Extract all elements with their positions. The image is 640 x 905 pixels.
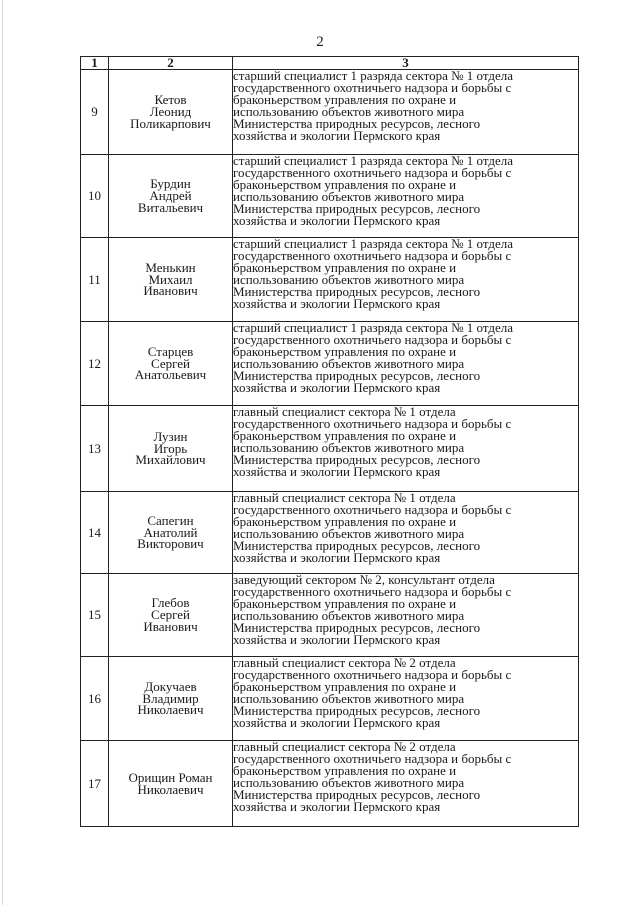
staff-table [80, 56, 579, 827]
position-line: Министерства природных ресурсов, лесного [233, 702, 481, 718]
employee-position [233, 238, 579, 322]
employee-name [109, 322, 233, 406]
position-line: государственного охотничьего надзора и борьбы с [233, 750, 512, 766]
row-number: 16 [81, 657, 109, 741]
employee-position [233, 574, 579, 657]
name-line: Сергей [151, 607, 190, 623]
employee-name [109, 741, 233, 827]
row-number: 15 [81, 574, 109, 657]
table-row [81, 741, 579, 827]
position-line: использованию объектов животного мира [233, 188, 465, 204]
position-line: браконьерством управления по охране и [233, 678, 457, 694]
position-line: государственного охотничьего надзора и борьбы с [233, 331, 512, 347]
position-line: государственного охотничьего надзора и борьбы с [233, 164, 512, 180]
name-line: Сапегин [147, 512, 194, 528]
name-line: Менькин [145, 259, 196, 275]
employee-position [233, 492, 579, 574]
employee-name [109, 155, 233, 238]
table-row [81, 657, 579, 741]
position-line: хозяйства и экологии Пермского края [233, 798, 441, 814]
position-line: старший специалист 1 разряда сектора № 1 отдела [233, 236, 514, 251]
position-line: браконьерством управления по охране и [233, 91, 457, 107]
position-line: государственного охотничьего надзора и борьбы с [233, 247, 512, 263]
position-line: хозяйства и экологии Пермского края [233, 714, 441, 730]
table-row [81, 406, 579, 492]
position-line: хозяйства и экологии Пермского края [233, 295, 441, 311]
name-line: Докучаев [144, 678, 197, 694]
position-line: Министерства природных ресурсов, лесного [233, 367, 481, 383]
position-line: государственного охотничьего надзора и борьбы с [233, 583, 512, 599]
table-row [81, 155, 579, 238]
row-number: 11 [81, 238, 109, 322]
name-line: Иванович [143, 283, 198, 299]
name-line: Анатольевич [134, 367, 207, 383]
position-line: государственного охотничьего надзора и борьбы с [233, 666, 512, 682]
name-line: Сергей [151, 355, 190, 371]
position-line: Министерства природных ресурсов, лесного [233, 451, 481, 467]
row-number: 17 [81, 741, 109, 827]
position-line: использованию объектов животного мира [233, 774, 465, 790]
position-line: заведующий сектором № 2, консультант отдела [233, 572, 495, 587]
position-line: браконьерством управления по охране и [233, 176, 457, 192]
position-line: хозяйства и экологии Пермского края [233, 463, 441, 479]
name-line: Глебов [151, 595, 190, 611]
position-line: использованию объектов животного мира [233, 525, 465, 541]
position-line: Министерства природных ресурсов, лесного [233, 786, 481, 802]
position-line: браконьерством управления по охране и [233, 513, 457, 529]
table-row [81, 492, 579, 574]
position-line: Министерства природных ресурсов, лесного [233, 537, 481, 553]
position-line: хозяйства и экологии Пермского края [233, 212, 441, 228]
position-line: браконьерством управления по охране и [233, 427, 457, 443]
position-line: использованию объектов животного мира [233, 271, 465, 287]
position-line: хозяйства и экологии Пермского края [233, 631, 441, 647]
name-line: Витальевич [137, 199, 204, 215]
position-line: Министерства природных ресурсов, лесного [233, 115, 481, 131]
position-line: главный специалист сектора № 1 отдела [233, 404, 456, 419]
employee-position [233, 322, 579, 406]
position-line: браконьерством управления по охране и [233, 343, 457, 359]
position-line: государственного охотничьего надзора и борьбы с [233, 415, 512, 431]
employee-name [109, 657, 233, 741]
name-line: Андрей [149, 188, 192, 204]
header-col-1: 1 [81, 57, 109, 70]
employee-name [109, 406, 233, 492]
position-line: Министерства природных ресурсов, лесного [233, 200, 481, 216]
employee-position [233, 657, 579, 741]
position-line: Министерства природных ресурсов, лесного [233, 283, 481, 299]
position-line: использованию объектов животного мира [233, 607, 465, 623]
position-line: государственного охотничьего надзора и борьбы с [233, 501, 512, 517]
position-line: хозяйства и экологии Пермского края [233, 127, 441, 143]
employee-name [109, 574, 233, 657]
name-line: Поликарпович [130, 115, 211, 131]
employee-position [233, 155, 579, 238]
row-number: 13 [81, 406, 109, 492]
position-line: браконьерством управления по охране и [233, 595, 457, 611]
name-line: Иванович [143, 618, 198, 634]
position-line: браконьерством управления по охране и [233, 762, 457, 778]
table-row [81, 322, 579, 406]
scan-margin-line [2, 0, 3, 905]
name-line: Владимир [142, 690, 199, 706]
header-col-3: 3 [233, 57, 579, 70]
row-number: 10 [81, 155, 109, 238]
position-line: государственного охотничьего надзора и борьбы с [233, 79, 512, 95]
table-row [81, 70, 579, 155]
name-line: Леонид [149, 104, 192, 120]
name-line: Михаил [148, 271, 193, 287]
position-line: старший специалист 1 разряда сектора № 1 отдела [233, 68, 514, 83]
position-line: главный специалист сектора № 2 отдела [233, 739, 456, 754]
name-line: Михайлович [135, 452, 206, 468]
position-line: хозяйства и экологии Пермского края [233, 549, 441, 565]
name-line: Лузин [153, 428, 188, 444]
position-line: браконьерством управления по охране и [233, 259, 457, 275]
row-number: 14 [81, 492, 109, 574]
name-line: Игорь [153, 440, 188, 456]
position-line: использованию объектов животного мира [233, 690, 465, 706]
employee-position [233, 70, 579, 155]
table-row [81, 238, 579, 322]
name-line: Кетов [154, 92, 187, 108]
name-line: Анатолий [143, 524, 198, 540]
name-line: Старцев [147, 343, 194, 359]
employee-position [233, 406, 579, 492]
row-number: 9 [81, 70, 109, 155]
employee-name [109, 238, 233, 322]
name-line: Николаевич [137, 702, 204, 718]
position-line: использованию объектов животного мира [233, 355, 465, 371]
position-line: главный специалист сектора № 2 отдела [233, 655, 456, 670]
page-number: 2 [316, 34, 324, 50]
position-line: использованию объектов животного мира [233, 439, 465, 455]
header-col-2: 2 [109, 57, 233, 70]
employee-position [233, 741, 579, 827]
name-line: Орищин Роман [128, 769, 213, 785]
name-line: Николаевич [137, 781, 204, 797]
name-line: Викторович [137, 536, 204, 552]
name-line: Бурдин [150, 176, 191, 192]
table-row [81, 574, 579, 657]
employee-name [109, 492, 233, 574]
position-line: Министерства природных ресурсов, лесного [233, 619, 481, 635]
position-line: старший специалист 1 разряда сектора № 1 отдела [233, 320, 514, 335]
position-line: старший специалист 1 разряда сектора № 1 отдела [233, 153, 514, 168]
employee-name [109, 70, 233, 155]
position-line: использованию объектов животного мира [233, 103, 465, 119]
position-line: главный специалист сектора № 1 отдела [233, 490, 456, 505]
position-line: хозяйства и экологии Пермского края [233, 379, 441, 395]
row-number: 12 [81, 322, 109, 406]
